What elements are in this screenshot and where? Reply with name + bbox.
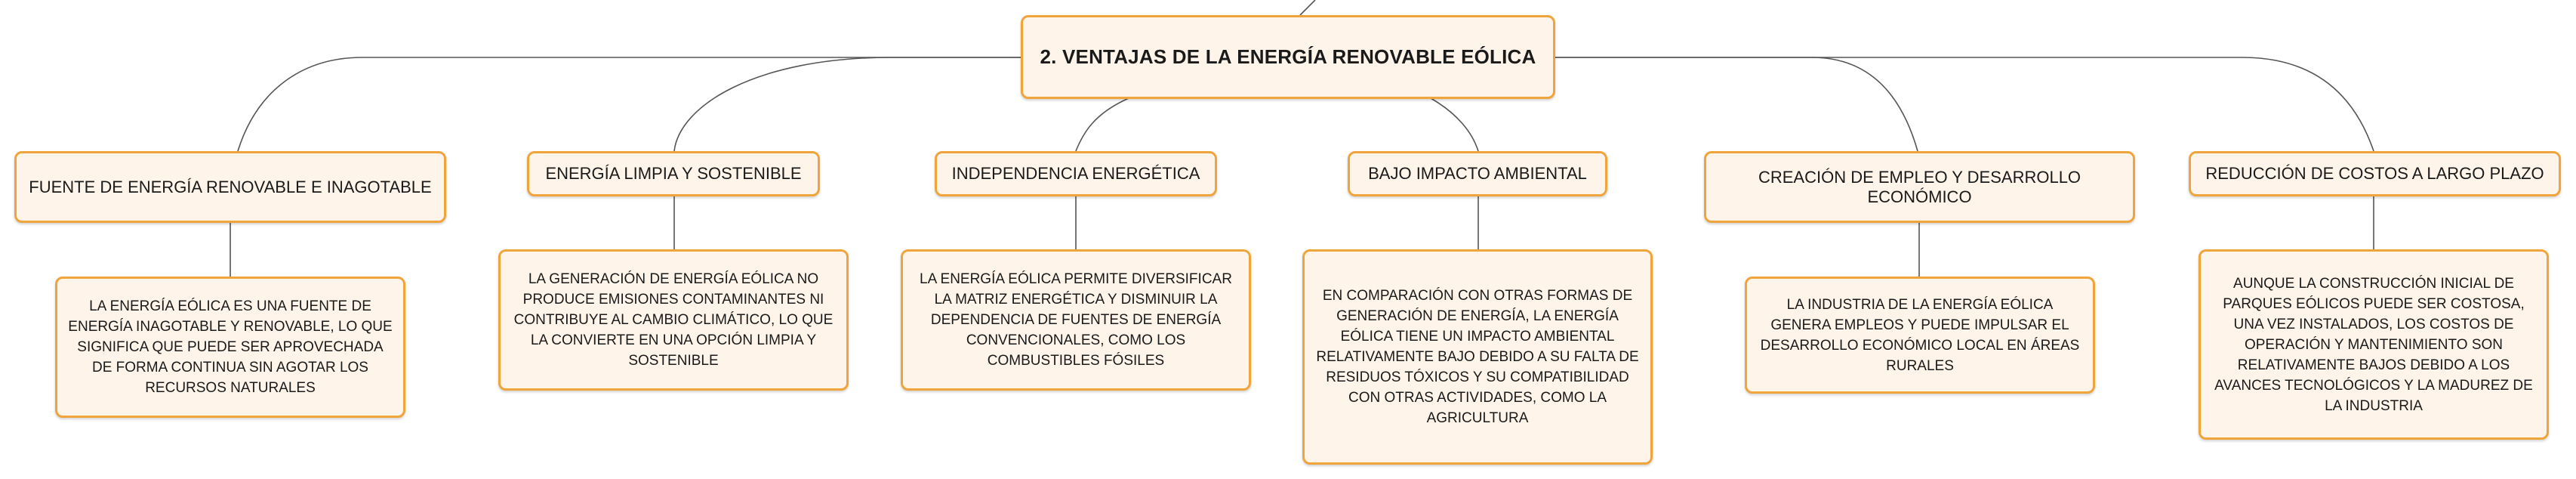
- connector-root-branch-4: [1431, 98, 1478, 151]
- branch-node-5[interactable]: [1704, 151, 2135, 223]
- description-text: LA ENERGÍA EÓLICA ES UNA FUENTE DE ENERGÍA INAGOTABLE Y RENOVABLE, LO QUE SIGNIFICA QUE PUEDE SER APROVECHADA DE FORMA CONTINUA SIN AGOTAR LOS RECURSOS NATURALES: [68, 298, 393, 396]
- description-node-4[interactable]: [1302, 249, 1653, 465]
- description-text: AUNQUE LA CONSTRUCCIÓN INICIAL DE PARQUES EÓLICOS PUEDE SER COSTOSA, UNA VEZ INSTALADOS, LOS COSTOS DE OPERACIÓN Y MANTENIMIENTO SON RELATIVAMENTE BAJOS DEBIDO A LOS AVANCES TECNOLÓGICOS Y LA MADUREZ DE LA INDUSTRIA: [2214, 275, 2533, 414]
- description-text: LA GENERACIÓN DE ENERGÍA EÓLICA NO PRODUCE EMISIONES CONTAMINANTES NI CONTRIBUYE AL CAMBIO CLIMÁTICO, LO QUE LA CONVIERTE EN UNA OPCIÓN LIMPIA Y SOSTENIBLE: [513, 271, 834, 369]
- description-node-5[interactable]: [1745, 277, 2095, 394]
- root-title: 2. VENTAJAS DE LA ENERGÍA RENOVABLE EÓLICA: [1040, 45, 1536, 68]
- branch-node-3[interactable]: [935, 151, 1217, 196]
- description-text: LA INDUSTRIA DE LA ENERGÍA EÓLICA GENERA EMPLEOS Y PUEDE IMPULSAR EL DESARROLLO ECONÓMICO LOCAL EN ÁREAS RURALES: [1760, 296, 2080, 374]
- branch-title: ENERGÍA LIMPIA Y SOSTENIBLE: [545, 164, 802, 183]
- root-topic[interactable]: [1021, 15, 1555, 99]
- connector-root-branch-5: [1554, 57, 1918, 151]
- description-node-6[interactable]: [2199, 249, 2549, 440]
- connector-root-branch-6: [1554, 57, 2374, 151]
- description-text: LA ENERGÍA EÓLICA PERMITE DIVERSIFICAR LA MATRIZ ENERGÉTICA Y DISMINUIR LA DEPENDENCIA DE FUENTES DE ENERGÍA CONVENCIONALES, COMO LOS COMBUSTIBLES FÓSILES: [920, 271, 1232, 369]
- branch-title: CREACIÓN DE EMPLEO Y DESARROLLO ECONÓMICO: [1758, 167, 2081, 206]
- branch-node-1[interactable]: [14, 151, 446, 223]
- branch-title: BAJO IMPACTO AMBIENTAL: [1368, 164, 1587, 183]
- description-node-2[interactable]: [498, 249, 849, 391]
- branch-node-6[interactable]: [2189, 151, 2561, 196]
- branch-title: INDEPENDENCIA ENERGÉTICA: [951, 164, 1200, 183]
- connector-from-parent: [1300, 0, 1315, 15]
- description-node-3[interactable]: [901, 249, 1251, 391]
- description-text: EN COMPARACIÓN CON OTRAS FORMAS DE GENERACIÓN DE ENERGÍA, LA ENERGÍA EÓLICA TIENE UN IMPACTO AMBIENTAL RELATIVAMENTE BAJO DEBIDO A SU FALTA DE RESIDUOS TÓXICOS Y SU COMPATIBILIDAD CON OTRAS ACTIVIDADES, COMO LA AGRICULTURA: [1316, 288, 1639, 426]
- branch-node-2[interactable]: [527, 151, 820, 196]
- branch-title: FUENTE DE ENERGÍA RENOVABLE E INAGOTABLE: [29, 177, 432, 196]
- branch-node-4[interactable]: [1348, 151, 1607, 196]
- description-node-1[interactable]: [55, 277, 405, 418]
- branch-title: REDUCCIÓN DE COSTOS A LARGO PLAZO: [2205, 164, 2544, 183]
- connector-root-branch-2: [674, 57, 1023, 151]
- connector-root-branch-1: [238, 57, 1023, 151]
- connector-root-branch-3: [1076, 98, 1129, 151]
